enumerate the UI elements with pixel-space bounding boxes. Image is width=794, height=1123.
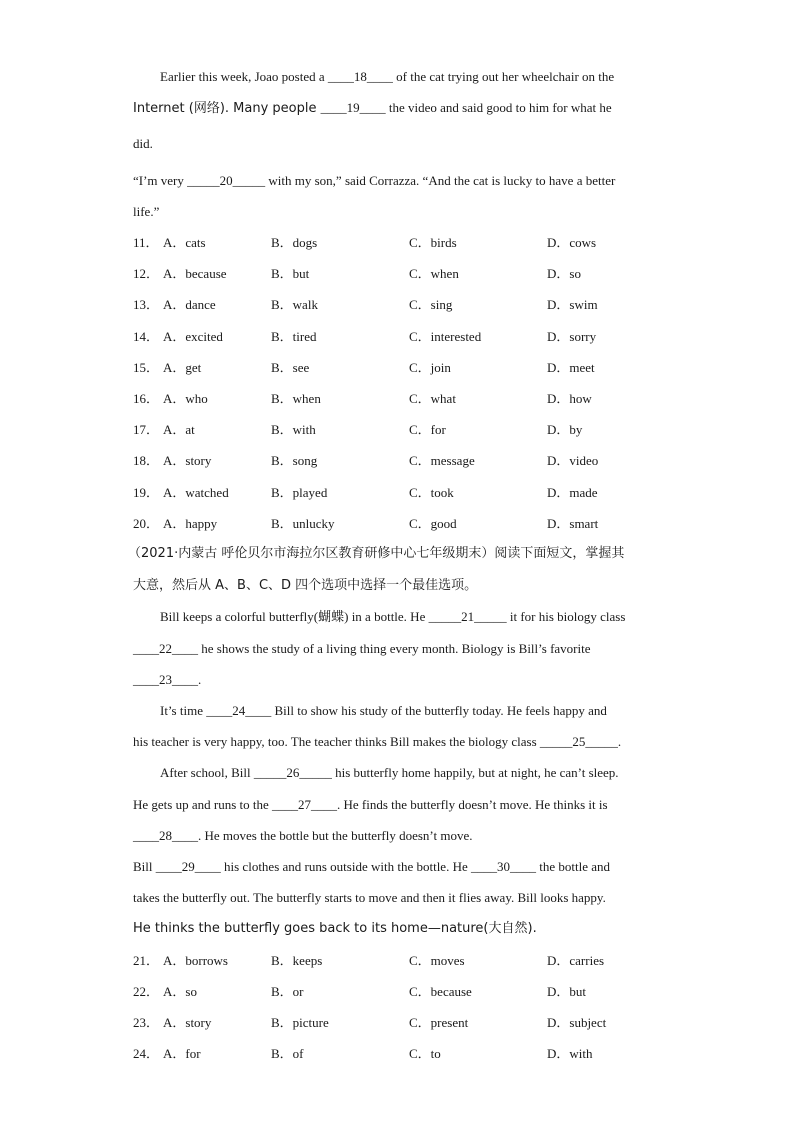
- option-b[interactable]: B．walk: [271, 297, 318, 313]
- passage1-line: [133, 173, 615, 189]
- option-a[interactable]: A．get: [163, 359, 202, 375]
- question-number: 19．: [133, 484, 160, 500]
- option-c[interactable]: C．sing: [409, 297, 453, 313]
- option-c[interactable]: C．good: [409, 515, 457, 531]
- blank-29: ____29____: [155, 859, 221, 874]
- option-a[interactable]: A．for: [163, 1046, 201, 1061]
- text: he shows the study of a living thing every month. Biology is Bill’s favorite: [198, 641, 591, 656]
- option-a[interactable]: A．who: [163, 391, 208, 406]
- option-b[interactable]: B．with: [271, 422, 316, 438]
- text: . He moves the bottle but the butterfly doesn’t move.: [198, 828, 473, 843]
- question-row: [133, 984, 653, 1000]
- passage2-line: [133, 672, 201, 688]
- text: the video and said good to him for what he: [385, 100, 612, 115]
- passage2-line: [133, 828, 473, 844]
- question-row: [133, 235, 653, 251]
- text: “I’m very: [133, 173, 188, 188]
- passage1-line: life.”: [133, 204, 160, 219]
- option-d[interactable]: D．with: [547, 1046, 593, 1061]
- blank-27: ____27____: [272, 797, 338, 812]
- text: Internet (网络). Many people: [133, 101, 321, 116]
- text: his clothes and runs outside with the bottle. He: [220, 859, 471, 874]
- question-row: [133, 329, 653, 345]
- question-row: [133, 266, 653, 282]
- question-number: 20．: [133, 515, 160, 531]
- option-c[interactable]: C．for: [409, 422, 446, 438]
- option-c[interactable]: C．present: [409, 1015, 469, 1030]
- question-number: 23．: [133, 1015, 160, 1030]
- option-d[interactable]: D．meet: [547, 359, 595, 375]
- option-a[interactable]: A．cats: [163, 235, 206, 250]
- option-b[interactable]: B．or: [271, 984, 304, 999]
- text: the bottle and: [535, 859, 610, 874]
- text: .: [617, 734, 622, 749]
- question-number: 18．: [133, 453, 160, 469]
- question-row: [133, 485, 653, 501]
- text: it for his biology class: [506, 609, 626, 624]
- text: Earlier this week, Joao posted a: [160, 69, 328, 84]
- passage2-line: [133, 797, 608, 813]
- question-number: 24．: [133, 1046, 160, 1061]
- option-c[interactable]: C．took: [409, 484, 454, 500]
- text: Bill: [133, 859, 156, 874]
- passage1-line: [133, 100, 612, 117]
- option-d[interactable]: D．how: [547, 391, 592, 406]
- option-a[interactable]: A．watched: [163, 484, 229, 500]
- option-a[interactable]: A．dance: [163, 297, 216, 313]
- blank-20: _____20_____: [187, 173, 266, 188]
- option-c[interactable]: C．moves: [409, 953, 465, 968]
- question-number: 17．: [133, 422, 160, 438]
- option-b[interactable]: B．picture: [271, 1015, 329, 1030]
- blank-21: _____21_____: [428, 609, 507, 624]
- question-number: 16．: [133, 391, 160, 406]
- option-d[interactable]: D．so: [547, 266, 581, 282]
- question-number: 13．: [133, 297, 160, 313]
- text: of the cat trying out her wheelchair on the: [392, 69, 615, 84]
- option-c[interactable]: C．join: [409, 359, 451, 375]
- text: Bill keeps a colorful butterfly(蝴蝶) in a bottle. He: [160, 609, 429, 624]
- blank-22: ____22____: [133, 641, 198, 656]
- question-number: 11．: [133, 235, 159, 250]
- question-row: [133, 953, 653, 969]
- text: .: [198, 672, 202, 687]
- option-a[interactable]: A．story: [163, 453, 212, 469]
- question-row: [133, 1046, 653, 1062]
- text: He gets up and runs to the: [133, 797, 273, 812]
- passage2-line: [160, 765, 619, 781]
- passage1-line: did.: [133, 136, 153, 151]
- option-d[interactable]: D．by: [547, 422, 583, 438]
- blank-24: ____24____: [206, 703, 272, 718]
- passage2-line: [160, 703, 607, 719]
- option-d[interactable]: D．cows: [547, 235, 597, 250]
- blank-23: ____23____: [133, 672, 198, 687]
- text: Bill to show his study of the butterfly today. He feels happy and: [271, 703, 607, 718]
- option-d[interactable]: D．video: [547, 453, 599, 469]
- option-a[interactable]: A．story: [163, 1015, 212, 1030]
- question-number: 21．: [133, 953, 160, 968]
- option-d[interactable]: D．smart: [547, 515, 599, 531]
- section-header: （2021·内蒙古 呼伦贝尔市海拉尔区教育研修中心七年级期末）阅读下面短文，掌握其: [128, 546, 625, 561]
- text: his butterfly home happily, but at night, he can’t sleep.: [331, 765, 619, 780]
- option-c[interactable]: C．when: [409, 266, 459, 282]
- option-a[interactable]: A．so: [163, 984, 197, 999]
- question-row: [133, 360, 653, 376]
- passage2-line: [133, 641, 591, 657]
- question-number: 14．: [133, 328, 160, 344]
- blank-26: _____26_____: [253, 765, 332, 780]
- option-b[interactable]: B．but: [271, 266, 310, 282]
- option-a[interactable]: A．borrows: [163, 953, 228, 968]
- blank-28: ____28____: [133, 828, 198, 843]
- option-d[interactable]: D．carries: [547, 953, 605, 968]
- text: After school, Bill: [160, 765, 254, 780]
- text: . He finds the butterfly doesn’t move. He thinks it is: [337, 797, 608, 812]
- option-d[interactable]: D．made: [547, 484, 598, 500]
- option-b[interactable]: B．dogs: [271, 235, 318, 250]
- option-d[interactable]: D．swim: [547, 297, 598, 313]
- option-d[interactable]: D．subject: [547, 1015, 607, 1030]
- passage2-line: [160, 609, 625, 625]
- question-row: [133, 297, 653, 313]
- question-number: 22．: [133, 984, 160, 999]
- option-d[interactable]: D．but: [547, 984, 587, 999]
- text: his teacher is very happy, too. The teacher thinks Bill makes the biology class: [133, 734, 540, 749]
- option-c[interactable]: C．because: [409, 984, 472, 999]
- option-d[interactable]: D．sorry: [547, 328, 597, 344]
- question-number: 12．: [133, 266, 160, 282]
- option-b[interactable]: B．see: [271, 359, 310, 375]
- option-c[interactable]: C．birds: [409, 235, 457, 250]
- passage2-line: [133, 734, 621, 750]
- option-b[interactable]: B．unlucky: [271, 515, 335, 531]
- passage2-line: [133, 859, 610, 875]
- option-b[interactable]: B．tired: [271, 328, 317, 344]
- option-a[interactable]: A．because: [163, 266, 227, 282]
- question-row: [133, 391, 653, 407]
- question-number: 15．: [133, 359, 160, 375]
- option-a[interactable]: A．at: [163, 422, 195, 438]
- passage1-line: [160, 69, 614, 85]
- blank-18: ____18____: [327, 69, 393, 84]
- blank-30: ____30____: [470, 859, 536, 874]
- option-c[interactable]: C．message: [409, 453, 475, 469]
- option-b[interactable]: B．keeps: [271, 953, 323, 968]
- section-header: 大意，然后从 A、B、C、D 四个选项中选择一个最佳选项。: [133, 578, 478, 593]
- blank-19: ____19____: [320, 100, 386, 115]
- option-c[interactable]: C．what: [409, 391, 456, 406]
- option-b[interactable]: B．song: [271, 453, 318, 469]
- option-a[interactable]: A．excited: [163, 328, 223, 344]
- option-b[interactable]: B．of: [271, 1046, 304, 1061]
- question-row: [133, 1015, 653, 1031]
- option-c[interactable]: C．interested: [409, 328, 482, 344]
- option-c[interactable]: C．to: [409, 1046, 441, 1061]
- passage2-line: takes the butterfly out. The butterfly starts to move and then it flies away. Bill looks happy.: [133, 890, 606, 905]
- option-b[interactable]: B．when: [271, 391, 321, 406]
- question-row: [133, 516, 653, 532]
- passage2-line: He thinks the butterfly goes back to its home—nature(大自然).: [133, 921, 537, 936]
- question-row: [133, 453, 653, 469]
- question-row: [133, 422, 653, 438]
- option-b[interactable]: B．played: [271, 484, 328, 500]
- blank-25: _____25_____: [539, 734, 618, 749]
- text: with my son,” said Corrazza. “And the cat is lucky to have a better: [265, 173, 616, 188]
- option-a[interactable]: A．happy: [163, 515, 218, 531]
- text: It’s time: [160, 703, 207, 718]
